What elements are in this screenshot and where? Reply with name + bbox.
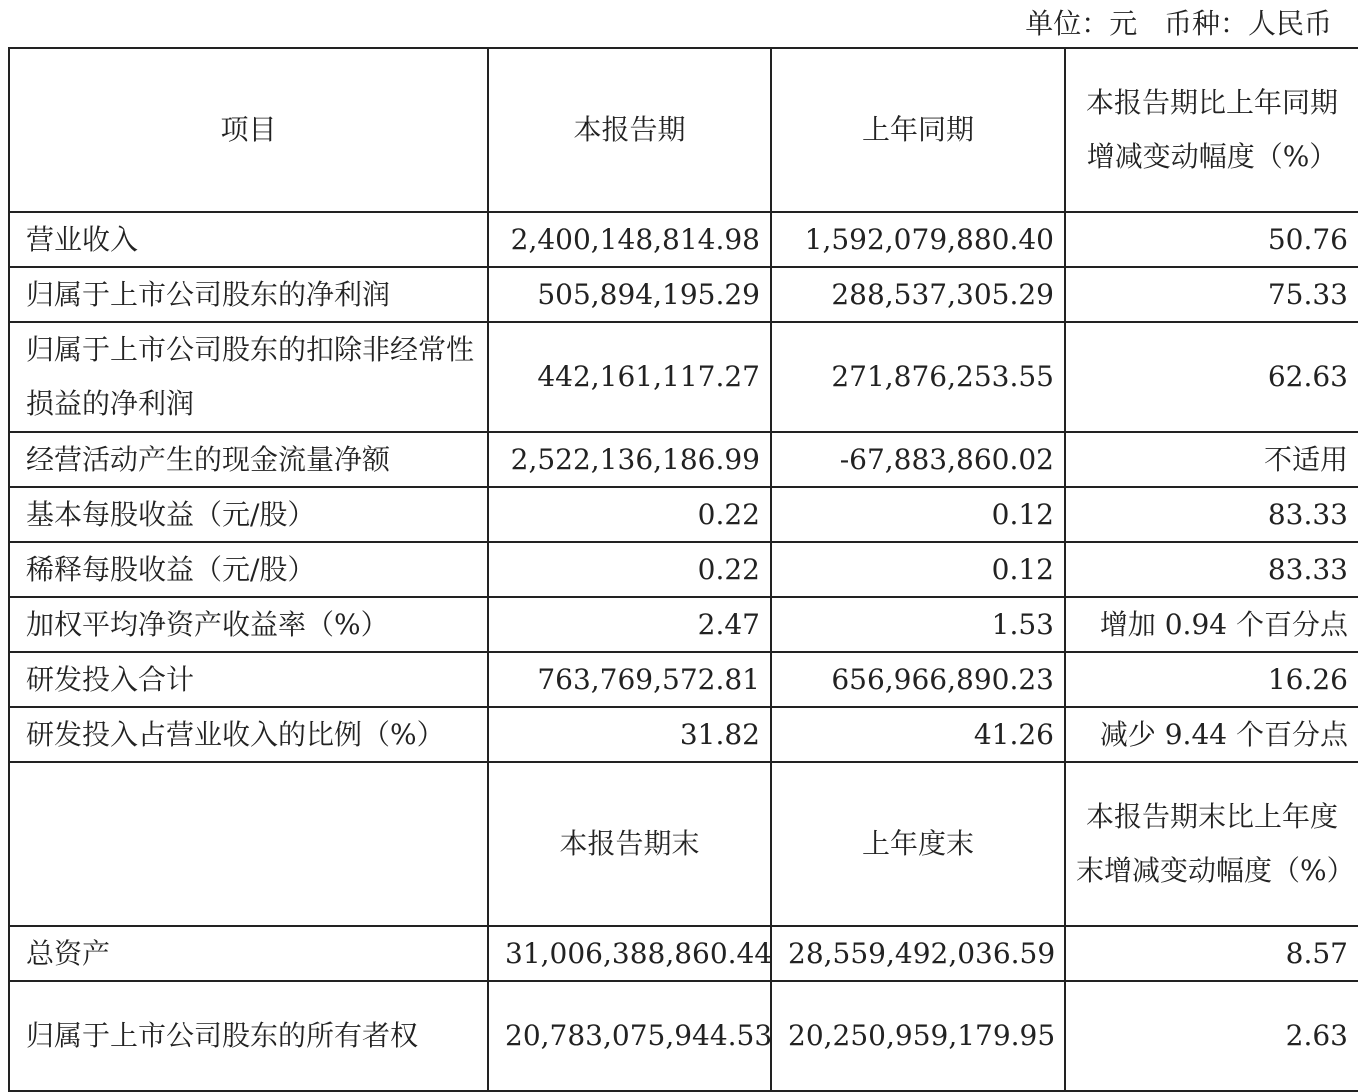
table-row [9, 322, 1358, 432]
row-change: 增加 0.94 个百分点 [1065, 597, 1358, 652]
row-current: 505,894,195.29 [488, 267, 771, 322]
row-prior: 0.12 [771, 542, 1065, 597]
row-current: 0.22 [488, 487, 771, 542]
subheader-item [9, 762, 488, 926]
table-row [9, 212, 1358, 267]
row-item: 归属于上市公司股东的净利润 [9, 267, 488, 322]
table-row [9, 981, 1358, 1091]
header-item: 项目 [9, 48, 488, 212]
row-current: 2,522,136,186.99 [488, 432, 771, 487]
row-current: 31,006,388,860.44 [488, 926, 771, 981]
financial-summary-table [8, 47, 1358, 1092]
row-item: 归属于上市公司股东的所有者权 [9, 981, 488, 1091]
row-prior: 656,966,890.23 [771, 652, 1065, 707]
unit-currency-note: 单位：元 币种：人民币 [1025, 7, 1332, 40]
table-row [9, 652, 1358, 707]
row-prior: -67,883,860.02 [771, 432, 1065, 487]
table-row [9, 542, 1358, 597]
row-prior: 41.26 [771, 707, 1065, 762]
row-prior: 0.12 [771, 487, 1065, 542]
subheader-period-end: 本报告期末 [488, 762, 771, 926]
table-row [9, 707, 1358, 762]
header-change-pct: 本报告期比上年同期增减变动幅度（%） [1065, 48, 1358, 212]
row-prior: 288,537,305.29 [771, 267, 1065, 322]
row-change: 8.57 [1065, 926, 1358, 981]
row-prior: 20,250,959,179.95 [771, 981, 1065, 1091]
row-change: 不适用 [1065, 432, 1358, 487]
row-change: 83.33 [1065, 487, 1358, 542]
row-prior: 271,876,253.55 [771, 322, 1065, 432]
row-change: 83.33 [1065, 542, 1358, 597]
row-change: 75.33 [1065, 267, 1358, 322]
table-row [9, 432, 1358, 487]
table-row [9, 597, 1358, 652]
row-current: 442,161,117.27 [488, 322, 771, 432]
row-item: 研发投入占营业收入的比例（%） [9, 707, 488, 762]
row-prior: 1.53 [771, 597, 1065, 652]
table-row [9, 487, 1358, 542]
row-prior: 28,559,492,036.59 [771, 926, 1065, 981]
row-item: 研发投入合计 [9, 652, 488, 707]
row-current: 2,400,148,814.98 [488, 212, 771, 267]
row-item: 稀释每股收益（元/股） [9, 542, 488, 597]
header-current-period: 本报告期 [488, 48, 771, 212]
row-item: 基本每股收益（元/股） [9, 487, 488, 542]
row-current: 763,769,572.81 [488, 652, 771, 707]
row-change: 50.76 [1065, 212, 1358, 267]
row-item: 加权平均净资产收益率（%） [9, 597, 488, 652]
header-prior-period: 上年同期 [771, 48, 1065, 212]
subheader-change-pct: 本报告期末比上年度末增减变动幅度（%） [1065, 762, 1358, 926]
row-item: 经营活动产生的现金流量净额 [9, 432, 488, 487]
subheader-prior-year-end: 上年度末 [771, 762, 1065, 926]
table-header-row [9, 48, 1358, 212]
row-change: 减少 9.44 个百分点 [1065, 707, 1358, 762]
row-prior: 1,592,079,880.40 [771, 212, 1065, 267]
row-current: 20,783,075,944.53 [488, 981, 771, 1091]
row-item: 营业收入 [9, 212, 488, 267]
row-current: 0.22 [488, 542, 771, 597]
table-row [9, 926, 1358, 981]
row-change: 16.26 [1065, 652, 1358, 707]
table-subheader-row [9, 762, 1358, 926]
row-change: 62.63 [1065, 322, 1358, 432]
row-current: 31.82 [488, 707, 771, 762]
row-current: 2.47 [488, 597, 771, 652]
row-change: 2.63 [1065, 981, 1358, 1091]
row-item: 归属于上市公司股东的扣除非经常性损益的净利润 [9, 322, 488, 432]
row-item: 总资产 [9, 926, 488, 981]
table-row [9, 267, 1358, 322]
